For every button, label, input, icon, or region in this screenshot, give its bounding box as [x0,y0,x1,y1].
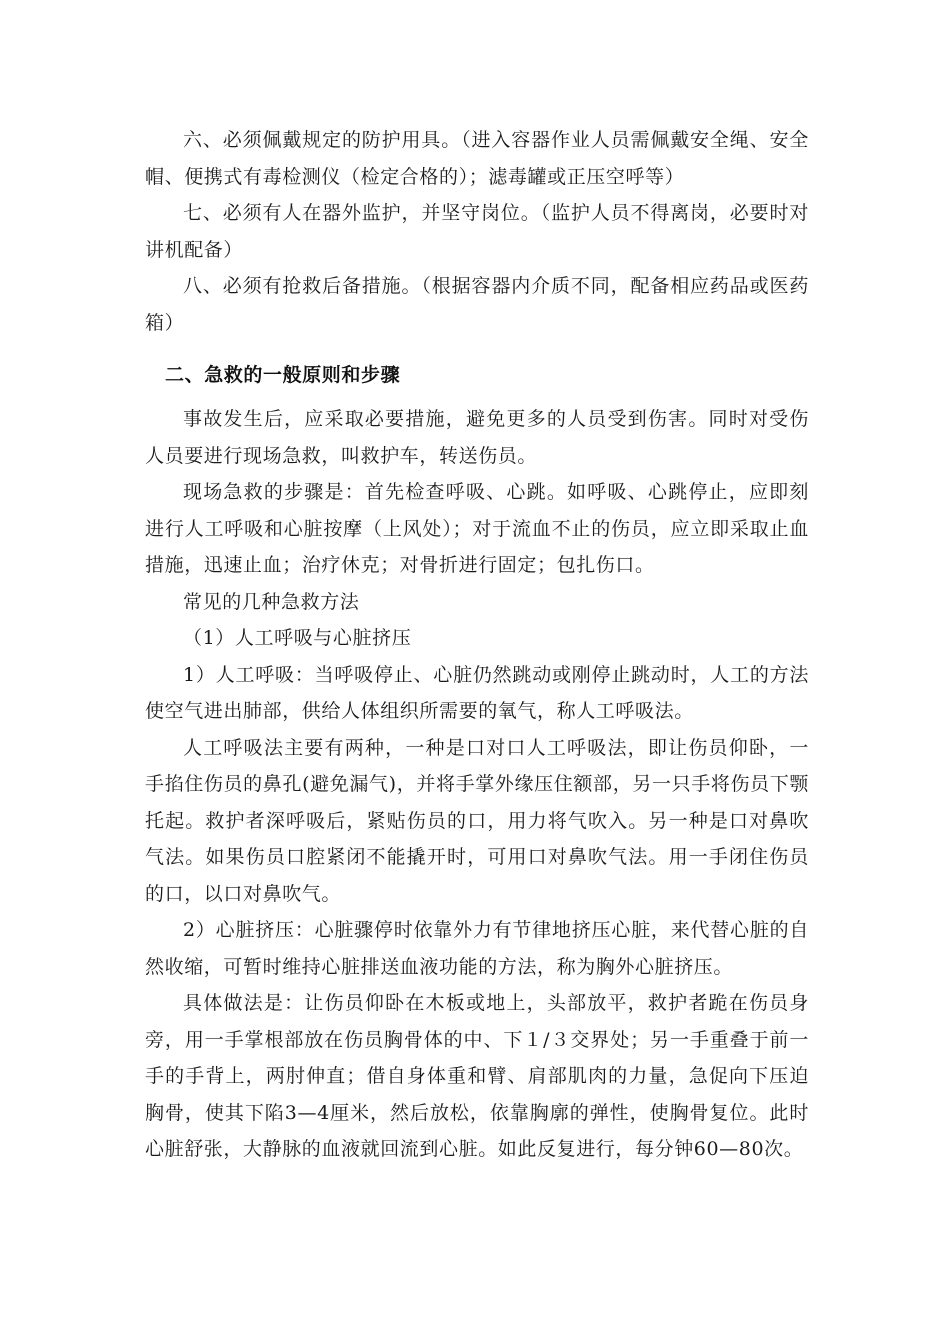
paragraph-after-accident: 事故发生后，应采取必要措施，避免更多的人员受到伤害。同时对受伤人员要进行现场急救，叫救护车，转送伤员。 [145,408,809,467]
section-heading-first-aid: 二、急救的一般原则和步骤 [165,364,401,386]
paragraph-protective-gear: 六、必须佩戴规定的防护用具。（进入容器作业人员需佩戴安全绳、安全帽、便携式有毒检测仪（检定合格的）；滤毒罐或正压空呼等） [145,129,809,188]
paragraph-compression-procedure: 具体做法是：让伤员仰卧在木板或地上，头部放平，救护者跪在伤员身旁，用一手掌根部放在伤员胸骨体的中、下１/３交界处；另一手重叠于前一手的手背上，两肘伸直；借自身体重和臂、肩部肌肉的力量，急促向下压迫胸骨，使其下陷3—4厘米，然后放松，依靠胸廓的弹性，使胸骨复位。此时心脏舒张，大静脉的血液就回流到心脏。如此反复进行，每分钟60—80次。 [145,992,809,1160]
paragraph-first-aid-steps: 现场急救的步骤是：首先检查呼吸、心跳。如呼吸、心跳停止，应即刻进行人工呼吸和心脏按摩（上风处）；对于流血不止的伤员，应立即采取止血措施，迅速止血；治疗休克；对骨折进行固定；包扎伤口。 [145,481,809,576]
paragraph-respiration-methods: 人工呼吸法主要有两种，一种是口对口人工呼吸法，即让伤员仰卧，一手掐住伤员的鼻孔(避免漏气)，并将手掌外缘压住额部，另一只手将伤员下颚托起。救护者深呼吸后，紧贴伤员的口，用力将气吹入。另一种是口对鼻吹气法。如果伤员口腔紧闭不能撬开时，可用口对鼻吹气法。用一手闭住伤员的口，以口对鼻吹气。 [145,736,809,905]
paragraph-heart-compression: 2）心脏挤压：心脏骤停时依靠外力有节律地挤压心脏，来代替心脏的自然收缩，可暂时维持心脏排送血液功能的方法，称为胸外心脏挤压。 [145,919,809,978]
paragraph-common-methods: 常见的几种急救方法 [183,590,360,613]
paragraph-rescue-backup: 八、必须有抢救后备措施。（根据容器内介质不同，配备相应药品或医药箱） [145,275,809,334]
paragraph-artificial-respiration: 1）人工呼吸：当呼吸停止、心脏仍然跳动或刚停止跳动时，人工的方法使空气进出肺部，供给人体组织所需要的氧气，称人工呼吸法。 [145,663,809,722]
paragraph-external-monitoring: 七、必须有人在器外监护，并坚守岗位。（监护人员不得离岗，必要时对讲机配备） [145,202,809,261]
paragraph-subheading-cpr: （1）人工呼吸与心脏挤压 [183,627,412,649]
document-body [145,122,809,1168]
